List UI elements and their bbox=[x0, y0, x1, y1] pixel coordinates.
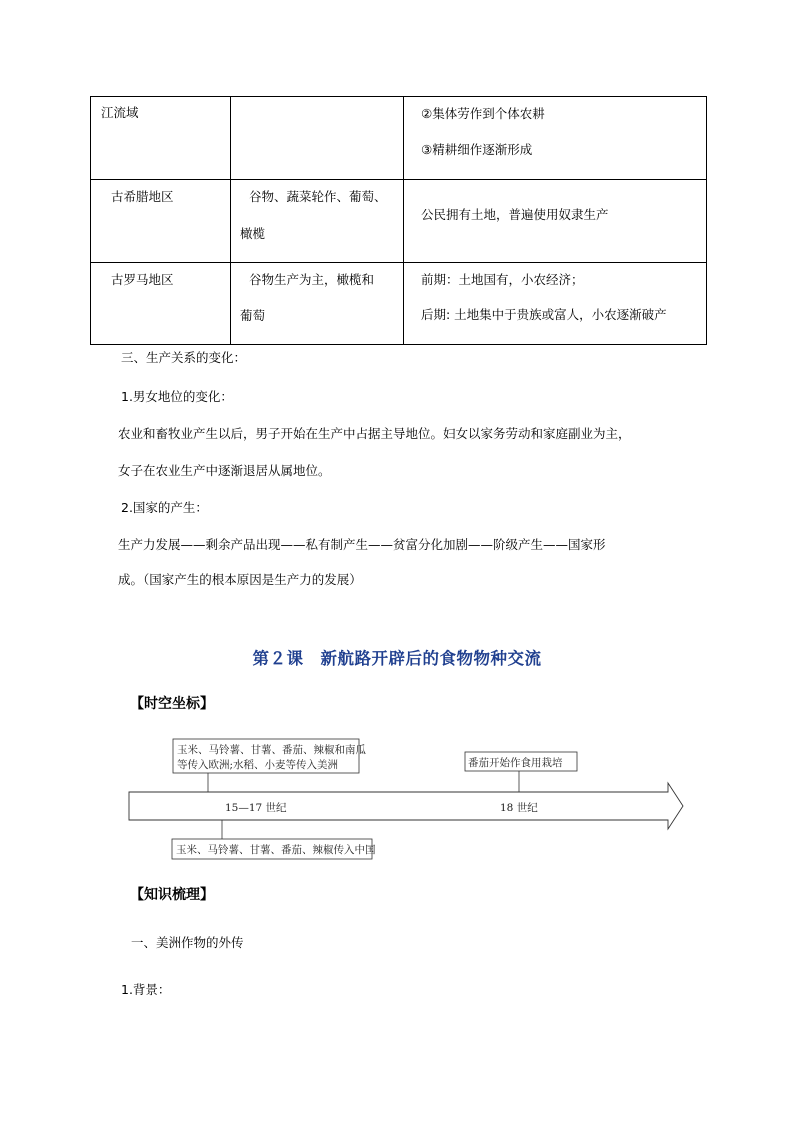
relation-line: 后期: 土地集中于贵族或富人，小农逐渐破产 bbox=[421, 307, 667, 322]
timeline-arrow bbox=[129, 783, 683, 829]
crops-line: 橄榄 bbox=[240, 226, 266, 241]
section-heading: 一、美洲作物的外传 bbox=[131, 935, 244, 950]
timeline-diagram bbox=[125, 728, 687, 862]
paragraph-line: 生产力发展——剩余产品出现——私有制产生——贫富分化加剧——阶级产生——国家形 bbox=[118, 537, 606, 552]
subheading: 1.男女地位的变化： bbox=[121, 389, 233, 404]
bracket-heading: 【知识梳理】 bbox=[130, 887, 214, 903]
table-row bbox=[91, 263, 707, 345]
timeline-box-text: 番茄开始作食用栽培 bbox=[468, 757, 563, 769]
table-cell-crops bbox=[231, 97, 404, 180]
region-label: 古罗马地区 bbox=[111, 272, 174, 287]
crops-line: 谷物生产为主，橄榄和 bbox=[249, 272, 375, 287]
table-cell-crops bbox=[231, 263, 404, 345]
crops-line: 葡萄 bbox=[240, 308, 266, 323]
table-cell-region bbox=[91, 263, 231, 345]
subheading: 1.背景： bbox=[121, 982, 171, 997]
timeline-box-text: 等传入欧洲;水稻、小麦等传入美洲 bbox=[177, 759, 339, 771]
paragraph-line: 农业和畜牧业产生以后，男子开始在生产中占据主导地位。妇女以家务劳动和家庭副业为主， bbox=[118, 426, 631, 441]
table-cell-relations bbox=[404, 97, 707, 180]
timeline-label: 18 世纪 bbox=[500, 802, 538, 814]
crops-line: 谷物、蔬菜轮作、葡萄、 bbox=[249, 189, 387, 204]
subheading: 2.国家的产生： bbox=[121, 500, 208, 515]
table-cell-region bbox=[91, 97, 231, 180]
table-cell-region bbox=[91, 180, 231, 263]
timeline-box-text: 玉米、马铃薯、甘薯、番茄、辣椒和南瓜 bbox=[177, 744, 366, 756]
table-row bbox=[91, 180, 707, 263]
table-cell-relations bbox=[404, 263, 707, 345]
lesson-title: 第２课 新航路开辟后的食物物种交流 bbox=[252, 649, 542, 668]
relation-line: ③精耕细作逐渐形成 bbox=[421, 142, 533, 157]
relation-line: 公民拥有土地，普遍使用奴隶生产 bbox=[421, 207, 609, 222]
relation-line: ②集体劳作到个体农耕 bbox=[421, 106, 545, 121]
section-heading: 三、生产关系的变化： bbox=[121, 350, 247, 365]
paragraph-line: 女子在农业生产中逐渐退居从属地位。 bbox=[118, 463, 331, 478]
timeline-box-text: 玉米、马铃薯、甘薯、番茄、辣椒传入中国 bbox=[176, 844, 376, 856]
bracket-heading: 【时空坐标】 bbox=[130, 696, 214, 712]
table-cell-crops bbox=[231, 180, 404, 263]
crops-relations-table bbox=[90, 96, 707, 345]
paragraph-line: 成。（国家产生的根本原因是生产力的发展） bbox=[118, 572, 362, 587]
region-label: 江流域 bbox=[101, 105, 139, 120]
region-label: 古希腊地区 bbox=[111, 189, 174, 204]
timeline-label: 15—17 世纪 bbox=[225, 802, 287, 814]
table-row bbox=[91, 97, 707, 180]
relation-line: 前期：土地国有，小农经济； bbox=[421, 272, 584, 287]
table-cell-relations bbox=[404, 180, 707, 263]
